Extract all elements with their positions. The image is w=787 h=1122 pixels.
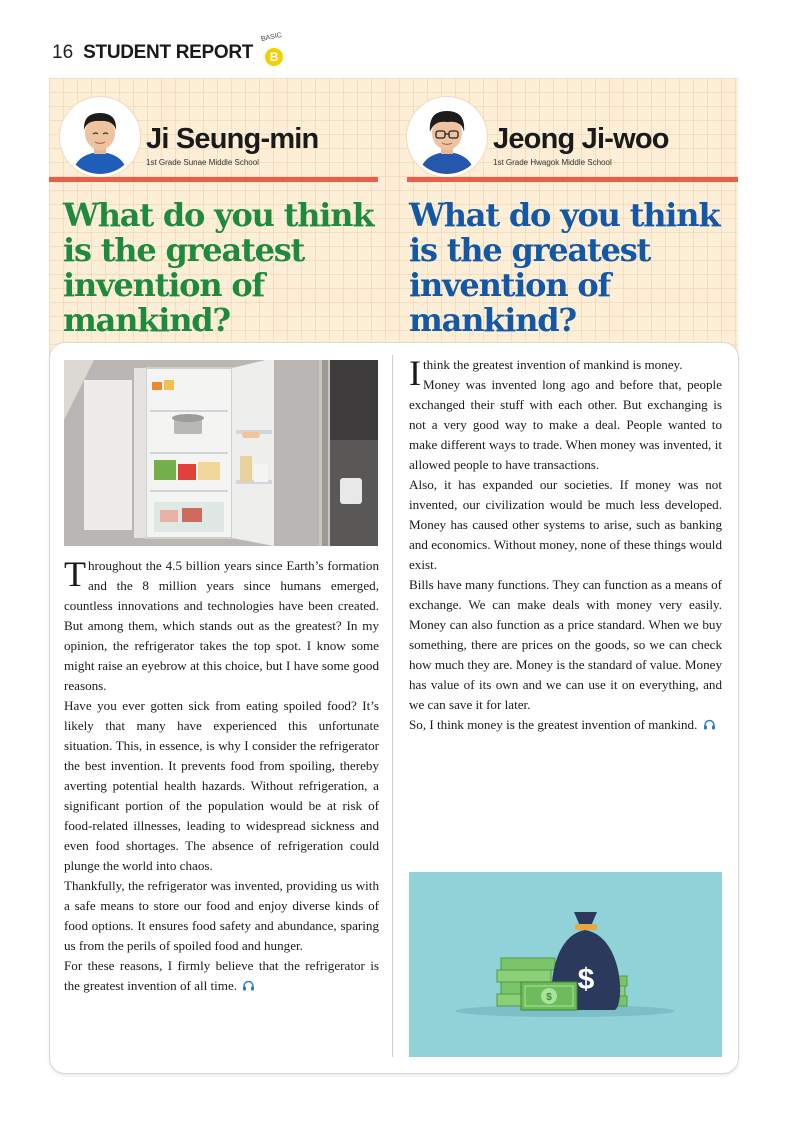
paragraph-text: think the greatest invention of mankind is money.	[423, 357, 683, 372]
money-bag-illustration	[409, 872, 722, 1057]
badge-top-text: BASIC	[260, 31, 283, 44]
author-rule-left	[49, 177, 378, 182]
essay-left	[64, 556, 379, 996]
page-header	[52, 31, 287, 70]
author-name: Ji Seung-min	[146, 123, 319, 155]
essay-paragraph: Money was invented long ago and before that, people exchanged their stuff with each other. But exchanging is not a very good way to make a deal. People wanted to make different ways to trade. When money was invented, it allowed people to have transactions.	[409, 377, 722, 472]
bill-dollar-icon: $	[546, 992, 552, 1003]
paragraph-text: So, I think money is the greatest invention of mankind.	[409, 717, 698, 732]
essay-paragraph: Bills have many functions. They can function as a means of exchange. We can make deals with money very easily. Money can also function as a price standard. When we buy something, there are prices on the goods, so we can check how much they are. Money is the standard of value. Money has value of its own and we can use it on everything, and we can save it for later.	[409, 577, 722, 712]
badge-letter: B	[265, 48, 283, 66]
headphones-icon	[242, 980, 255, 991]
column-divider	[392, 355, 393, 1057]
author-left	[60, 97, 390, 177]
drop-cap: T	[64, 554, 86, 594]
refrigerator-photo	[64, 360, 378, 546]
author-school: 1st Grade Hwagok Middle School	[493, 158, 612, 167]
basic-level-badge	[260, 31, 287, 70]
essay-paragraph	[64, 556, 379, 696]
essay-paragraph	[64, 956, 379, 996]
essay-paragraph: Thankfully, the refrigerator was invented, providing us with a safe means to store our food and enjoy diverse kinds of food options. It ensures food safety and abundance, sparing us from the perils of spoiled food and hunger.	[64, 878, 379, 953]
essay-paragraph: Also, it has expanded our societies. If money was not invented, our civilization would be much less developed. Money has caused other systems to arise, such as banking and economics. Without money, none of these things would exist.	[409, 477, 722, 572]
essay-paragraph: Have you ever gotten sick from eating spoiled food? It’s likely that many have experienced this unfortunate situation. This, in essence, is why I consider the refrigerator the best invention. It prevents food from spoiling, thereby averting potential health hazards. Without refrigeration, a significant portion of the population would be at risk of food-related illnesses, leading to widespread sickness and even food shortages. The absence of refrigeration could plunge the world into chaos.	[64, 698, 379, 873]
question-headline-left: What do you think is the greatest invention of mankind?	[63, 196, 374, 339]
page-number: 16	[52, 42, 74, 63]
question-headline-right: What do you think is the greatest invention of mankind?	[409, 196, 720, 339]
author-rule-right	[407, 177, 738, 182]
author-right	[407, 97, 737, 177]
dollar-sign-icon: $	[577, 963, 595, 996]
paragraph-text: hroughout the 4.5 billion years since Earth’s formation and the 8 million years since humans emerged, countless innovations and technologies have been created. But among them, which stands out as the greatest? In my opinion, the refrigerator takes the top spot. I know some might raise an eyebrow at this choice, but I have some good reasons.	[64, 558, 379, 693]
headphones-icon	[703, 719, 716, 730]
section-title: STUDENT REPORT	[83, 42, 254, 63]
essay-right	[409, 355, 722, 735]
paragraph-text: For these reasons, I firmly believe that the refrigerator is the greatest invention of all time.	[64, 958, 379, 993]
essay-paragraph	[409, 353, 722, 393]
avatar	[60, 97, 140, 177]
drop-cap: I	[409, 353, 421, 393]
author-school: 1st Grade Sunae Middle School	[146, 158, 259, 167]
author-name: Jeong Ji-woo	[493, 123, 669, 155]
avatar	[407, 97, 487, 177]
essay-paragraph	[409, 715, 722, 735]
